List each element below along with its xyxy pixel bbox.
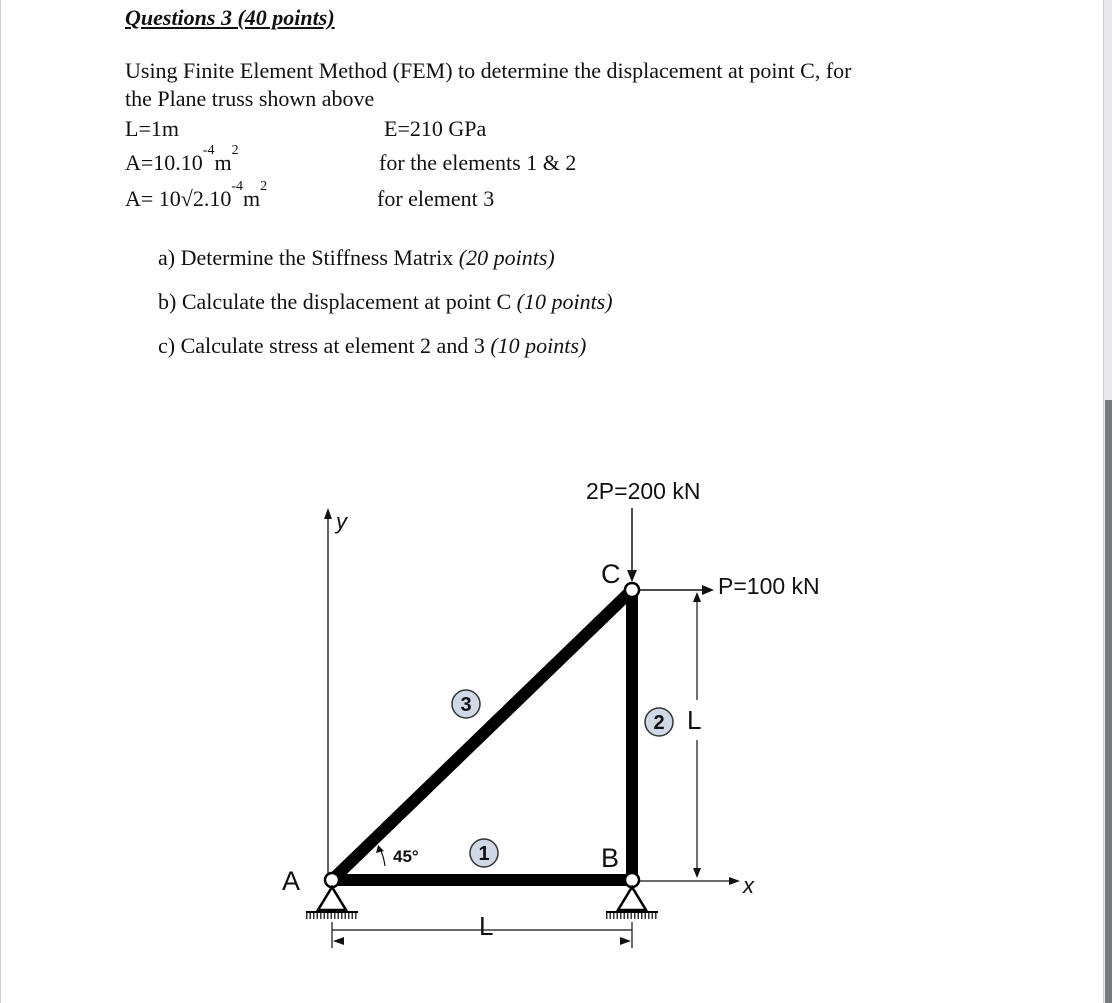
param-modulus: E=210 GPa	[384, 116, 487, 141]
horizontal-dimension-label: L	[479, 911, 494, 941]
intro-line-2: the Plane truss shown above	[125, 86, 375, 111]
question-title: Questions 3 (40 points)	[125, 5, 335, 30]
node-c-label: C	[601, 559, 621, 589]
node-b-label: B	[601, 843, 620, 873]
param-length: L=1m	[125, 116, 179, 141]
task-a: a) Determine the Stiffness Matrix (20 points)	[158, 245, 555, 270]
horizontal-dimension-arrow-left	[333, 937, 344, 945]
angle-arc-arrow	[376, 845, 384, 853]
angle-label: 45°	[393, 847, 419, 866]
vertical-dimension-arrow-bottom	[693, 868, 701, 878]
y-axis-arrow	[324, 508, 332, 519]
element-1-label: 1	[478, 843, 490, 865]
task-b: b) Calculate the displacement at point C (10 points)	[158, 289, 613, 314]
node-a-label: A	[282, 866, 301, 896]
element-2-label: 2	[653, 712, 665, 734]
task-c: c) Calculate stress at element 2 and 3 (10 points)	[158, 333, 587, 358]
x-axis-label: x	[743, 873, 754, 898]
support-a	[306, 887, 358, 916]
param-area-3: $A= 10√2.10^{-4}m^2$	[125, 179, 268, 211]
element-3-bar	[332, 590, 632, 880]
vertical-load-arrow	[627, 570, 637, 582]
param-area-1-note: for the elements 1 & 2	[379, 150, 577, 175]
param-area-1: $A=10.10^{-4}m^2$	[125, 143, 239, 175]
horizontal-load-arrow	[702, 585, 714, 595]
horizontal-load-label: P=100 kN	[718, 573, 820, 599]
support-b	[606, 887, 658, 916]
param-area-3-note: for element 3	[377, 186, 495, 211]
vertical-dimension-arrow-top	[693, 592, 701, 602]
node-c-pin	[625, 583, 639, 597]
horizontal-dimension-arrow-right	[620, 937, 631, 945]
vertical-dimension-label: L	[687, 705, 702, 735]
x-axis-arrow	[729, 877, 740, 885]
vertical-load-label: 2P=200 kN	[586, 478, 701, 504]
y-axis-label: y	[336, 509, 347, 534]
intro-line-1: Using Finite Element Method (FEM) to determine the displacement at point C, for	[125, 58, 852, 83]
element-3-label: 3	[460, 694, 472, 716]
